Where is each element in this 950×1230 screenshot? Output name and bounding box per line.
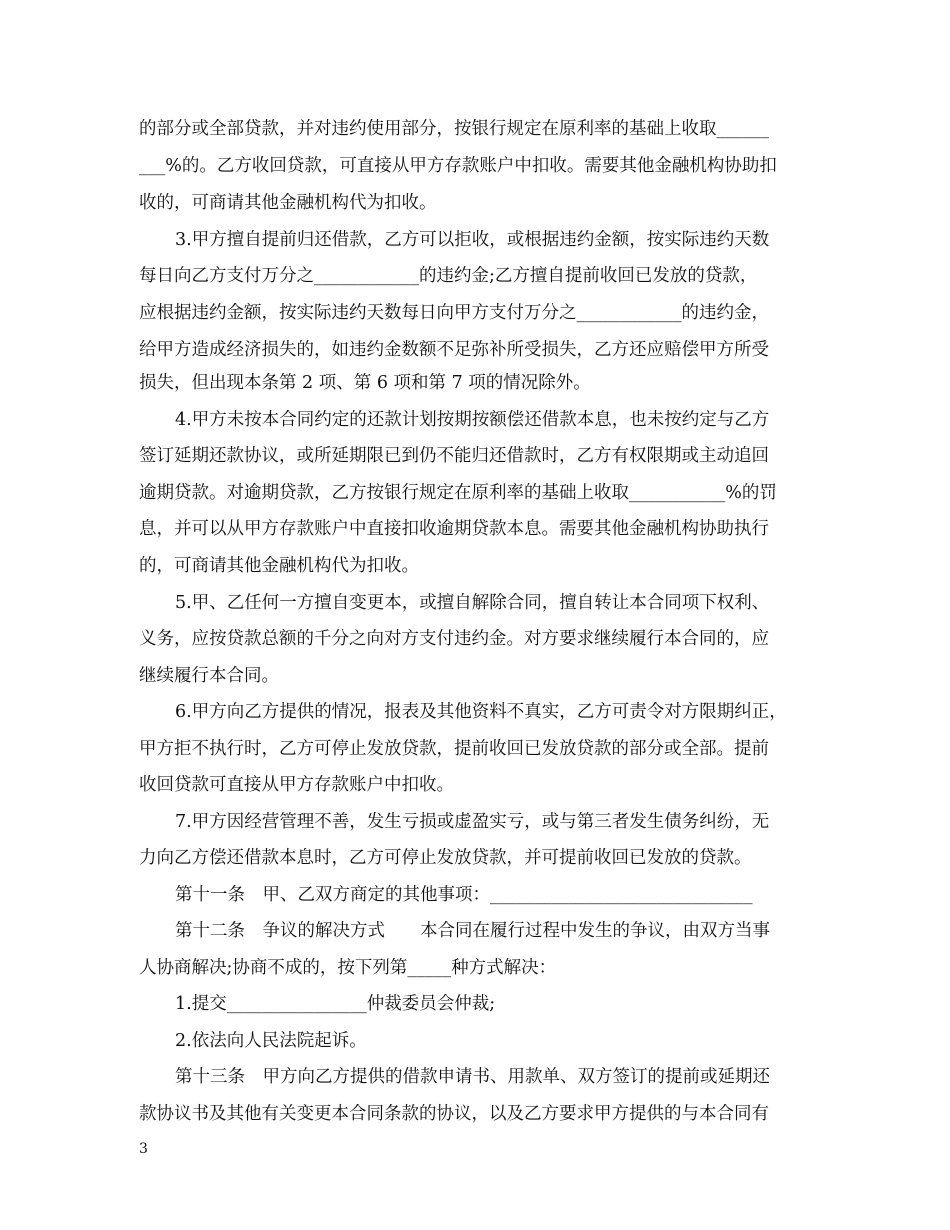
text-line: 继续履行本合同。 (139, 666, 279, 686)
text-line: 给甲方造成经济损失的，如违约金数额不足弥补所受损失，乙方还应赔偿甲方所受 (139, 340, 769, 360)
text-line: 应根据违约金额，按实际违约天数每日向甲方支付万分之____________的违约金， (139, 303, 769, 323)
text-line: 的部分或全部贷款，并对违约使用部分，按银行规定在原利率的基础上收取______ (139, 119, 769, 139)
text-line: 4.甲方未按本合同约定的还款计划按期按额偿还借款本息，也未按约定与乙方 (175, 410, 770, 430)
text-line: 收回贷款可直接从甲方存款账户中扣收。 (139, 775, 454, 795)
text-line: 2.依法向人民法院起诉。 (175, 1031, 367, 1051)
text-line: 甲方拒不执行时，乙方可停止发放贷款，提前收回已发放贷款的部分或全部。提前 (139, 739, 769, 759)
text-line: 人协商解决;协商不成的，按下列第_____种方式解决： (139, 958, 557, 978)
text-line: 第十三条 甲方向乙方提供的借款申请书、用款单、双方签订的提前或延期还 (175, 1067, 770, 1087)
text-line: 损失，但出现本条第 2 项、第 6 项和第 7 项的情况除外。 (139, 373, 591, 393)
page-number: 3 (139, 1141, 148, 1157)
text-line: 款协议书及其他有关变更本合同条款的协议，以及乙方要求甲方提供的与本合同有 (139, 1104, 769, 1124)
text-line: 息，并可以从甲方存款账户中直接扣收逾期贷款本息。需要其他金融机构协助执行 (139, 519, 769, 539)
text-line: 每日向乙方支付万分之____________的违约金;乙方擅自提前收回已发放的贷款， (139, 266, 758, 286)
text-line: 收的，可商请其他金融机构代为扣收。 (139, 193, 437, 213)
text-line: 逾期贷款。对逾期贷款，乙方按银行规定在原利率的基础上收取___________%的罚 (139, 483, 777, 503)
text-line: 1.提交________________仲裁委员会仲裁; (175, 994, 496, 1014)
text-line: 7.甲方因经营管理不善，发生亏损或虚盈实亏，或与第三者发生债务纠纷，无 (175, 812, 770, 832)
text-line: 力向乙方偿还借款本息时，乙方可停止发放贷款，并可提前收回已发放的贷款。 (139, 848, 752, 868)
text-line: 第十二条 争议的解决方式 本合同在履行过程中发生的争议，由双方当事 (175, 921, 770, 941)
text-line: 第十一条 甲、乙双方商定的其他事项：______________________________ (175, 885, 753, 905)
text-line: 的，可商请其他金融机构代为扣收。 (139, 556, 419, 576)
text-line: 签订延期还款协议，或所延期限已到仍不能归还借款时，乙方有权限期或主动追回 (139, 446, 769, 466)
text-line: 义务，应按贷款总额的千分之向对方支付违约金。对方要求继续履行本合同的，应 (139, 629, 769, 649)
text-line: 5.甲、乙任何一方擅自变更本，或擅自解除合同，擅自转让本合同项下权利、 (175, 593, 770, 613)
text-line: ___%的。乙方收回贷款，可直接从甲方存款账户中扣收。需要其他金融机构协助扣 (139, 156, 777, 176)
text-line: 6.甲方向乙方提供的情况，报表及其他资料不真实，乙方可责令对方限期纠正， (175, 702, 787, 722)
text-line: 3.甲方擅自提前归还借款，乙方可以拒收，或根据违约金额，按实际违约天数 (175, 230, 770, 250)
